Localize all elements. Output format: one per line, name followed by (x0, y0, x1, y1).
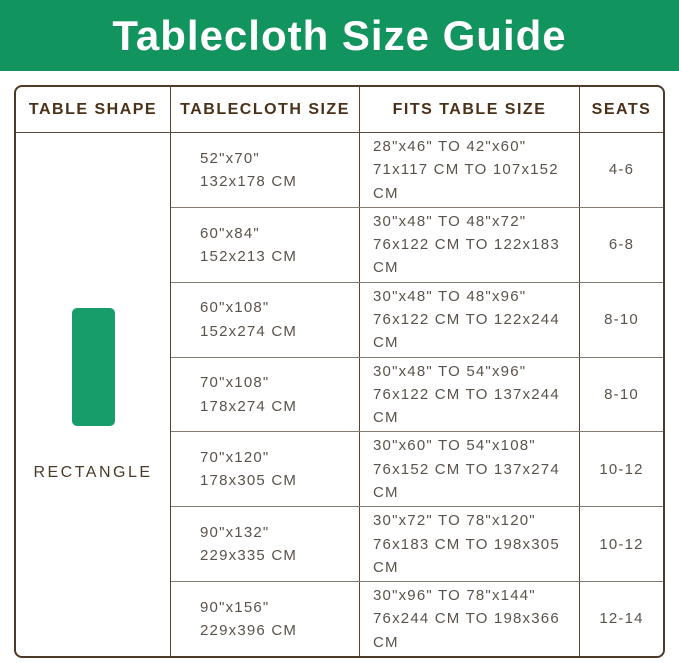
fits-table-size-cell (360, 507, 580, 581)
fits-inches: 28"x46" TO 42"x60" (373, 138, 527, 156)
table-row (171, 507, 663, 582)
size-cm: 132x178 CM (200, 172, 298, 190)
size-cm: 152x274 CM (200, 322, 298, 340)
seats-cell: 4-6 (608, 161, 635, 179)
seats-cell: 10-12 (599, 535, 644, 553)
shape-label: RECTANGLE (33, 463, 153, 481)
table-body (16, 133, 663, 656)
fits-inches: 30"x48" TO 48"x96" (373, 287, 527, 305)
fits-cm: 76x183 CM TO 198x305 CM (373, 535, 560, 576)
fits-inches: 30"x60" TO 54"x108" (373, 437, 536, 455)
fits-cm: 76x152 CM TO 137x274 CM (373, 460, 560, 501)
column-header-fits-table-size: FITS TABLE SIZE (360, 87, 580, 132)
fits-cm: 71x117 CM TO 107x152 CM (373, 161, 559, 202)
fits-inches: 30"x48" TO 54"x96" (373, 362, 527, 380)
table-row (171, 283, 663, 358)
table-row (171, 582, 663, 656)
fits-cm: 76x122 CM TO 122x183 CM (373, 236, 560, 277)
title-banner (0, 0, 679, 71)
size-inches: 90"x132" (200, 523, 270, 541)
tablecloth-size-cell (171, 283, 360, 357)
fits-table-size-cell (360, 283, 580, 357)
tablecloth-size-cell (171, 582, 360, 656)
tablecloth-size-cell (171, 208, 360, 282)
fits-cm: 76x244 CM TO 198x366 CM (373, 610, 560, 651)
tablecloth-size-cell (171, 358, 360, 432)
seats-cell: 6-8 (608, 236, 635, 254)
size-guide-table (14, 85, 665, 658)
seats-cell: 8-10 (604, 385, 639, 403)
tablecloth-size-cell (171, 507, 360, 581)
seats-cell: 8-10 (604, 311, 639, 329)
tablecloth-size-cell (171, 133, 360, 207)
size-inches: 52"x70" (200, 149, 260, 167)
fits-cm: 76x122 CM TO 137x244 CM (373, 385, 560, 427)
size-inches: 60"x84" (200, 224, 260, 242)
table-header-row (16, 87, 663, 133)
fits-inches: 30"x72" TO 78"x120" (373, 512, 536, 530)
size-inches: 60"x108" (200, 299, 270, 317)
fits-table-size-cell (360, 358, 580, 432)
size-cm: 178x305 CM (200, 472, 298, 490)
fits-cm: 76x122 CM TO 122x244 CM (373, 311, 560, 352)
fits-inches: 30"x48" TO 48"x72" (373, 212, 527, 230)
size-inches: 70"x120" (200, 449, 270, 467)
size-cm: 229x396 CM (200, 622, 298, 640)
table-shape-cell (16, 133, 171, 656)
fits-inches: 30"x96" TO 78"x144" (373, 587, 536, 605)
fits-table-size-cell (360, 133, 580, 207)
fits-table-size-cell (360, 432, 580, 506)
table-row (171, 358, 663, 433)
seats-cell: 10-12 (599, 460, 644, 478)
size-inches: 70"x108" (200, 374, 270, 392)
size-cm: 178x274 CM (200, 397, 298, 415)
table-row (171, 133, 663, 208)
fits-table-size-cell (360, 208, 580, 282)
size-inches: 90"x156" (200, 598, 270, 616)
table-row (171, 208, 663, 283)
table-rows (171, 133, 663, 656)
size-cm: 229x335 CM (200, 547, 298, 565)
rectangle-shape-icon (72, 308, 115, 426)
seats-cell: 12-14 (599, 610, 644, 628)
fits-table-size-cell (360, 582, 580, 656)
table-row (171, 432, 663, 507)
column-header-tablecloth-size: TABLECLOTH SIZE (171, 87, 360, 132)
tablecloth-size-cell (171, 432, 360, 506)
column-header-table-shape: TABLE SHAPE (16, 87, 171, 132)
size-cm: 152x213 CM (200, 247, 298, 265)
column-header-seats: SEATS (591, 100, 652, 118)
page-title: Tablecloth Size Guide (112, 11, 567, 59)
